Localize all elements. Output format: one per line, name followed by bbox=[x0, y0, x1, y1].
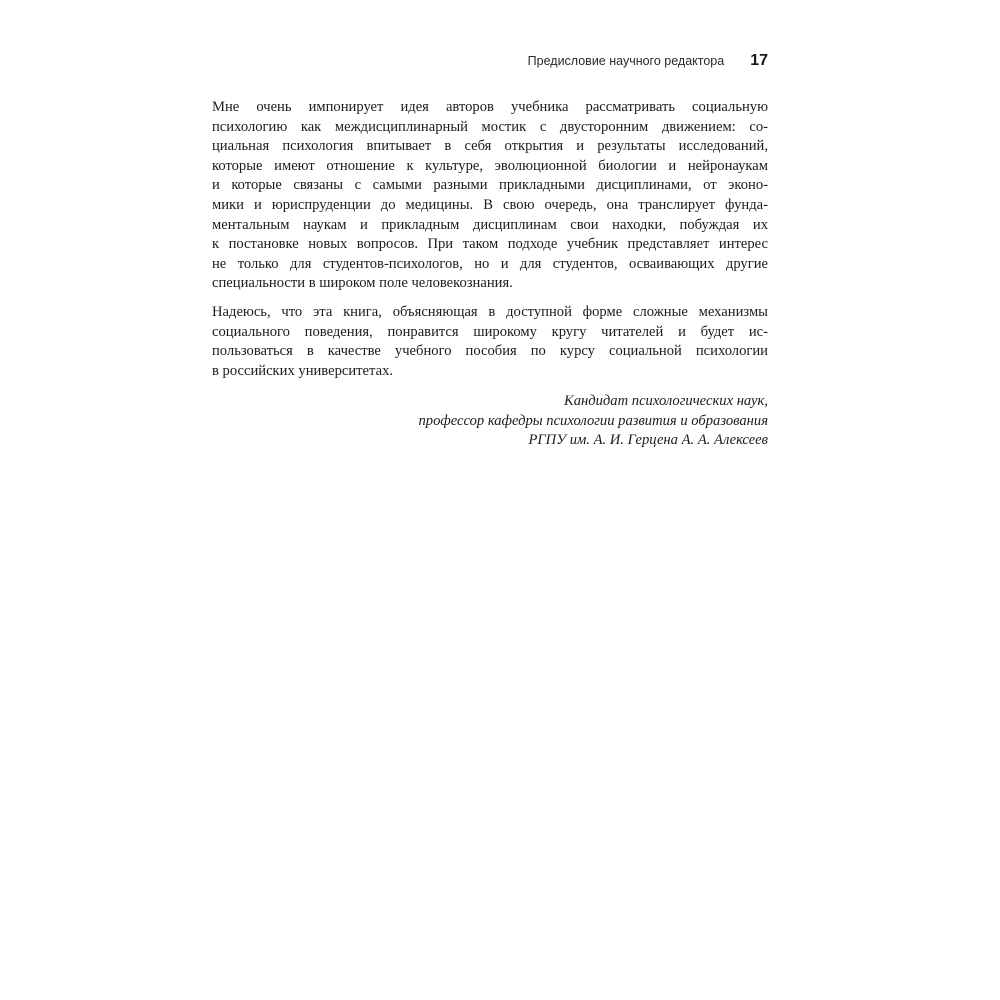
signature-line: профессор кафедры психологии развития и образования bbox=[418, 412, 768, 429]
text-line: социального поведения, понравится широкому кругу читателей и будет ис- bbox=[212, 323, 768, 340]
text-line: и которые связаны с самыми разными прикладными дисциплинами, от эконо- bbox=[212, 177, 768, 194]
text-line: Надеюсь, что эта книга, объясняющая в доступной форме сложные механизмы bbox=[212, 303, 768, 320]
signature-line: Кандидат психологических наук, bbox=[564, 393, 768, 409]
text-line: циальная психология впитывает в себя открытия и результаты исследований, bbox=[212, 138, 768, 155]
text-line: к постановке новых вопросов. При таком подходе учебник представляет интерес bbox=[212, 236, 768, 253]
paragraph-2 bbox=[212, 303, 768, 381]
text-line: специальности в широком поле человекознания. bbox=[212, 275, 513, 292]
text-line: мики и юриспруденции до медицины. В свою очередь, она транслирует фунда- bbox=[212, 196, 768, 213]
text-line: ментальным наукам и прикладным дисциплинам свои находки, побуждая их bbox=[212, 216, 768, 233]
text-line: которые имеют отношение к культуре, эволюционной биологии и нейронаукам bbox=[212, 157, 768, 174]
body-text bbox=[212, 98, 768, 390]
running-header bbox=[212, 52, 768, 74]
text-line: психологию как междисциплинарный мостик с двусторонним движением: со- bbox=[212, 118, 768, 135]
text-line: не только для студентов-психологов, но и для студентов, осваивающих другие bbox=[212, 255, 768, 272]
page-number: 17 bbox=[750, 52, 768, 69]
text-line: пользоваться в качестве учебного пособия по курсу социальной психологии bbox=[212, 343, 768, 360]
text-line: Мне очень импонирует идея авторов учебника рассматривать социальную bbox=[212, 99, 768, 115]
running-title: Предисловие научного редактора bbox=[527, 54, 725, 68]
text-line: в российских университетах. bbox=[212, 362, 394, 379]
author-signature bbox=[212, 392, 768, 451]
signature-line: РГПУ им. А. И. Герцена А. А. Алексеев bbox=[528, 432, 768, 449]
paragraph-1 bbox=[212, 98, 768, 294]
